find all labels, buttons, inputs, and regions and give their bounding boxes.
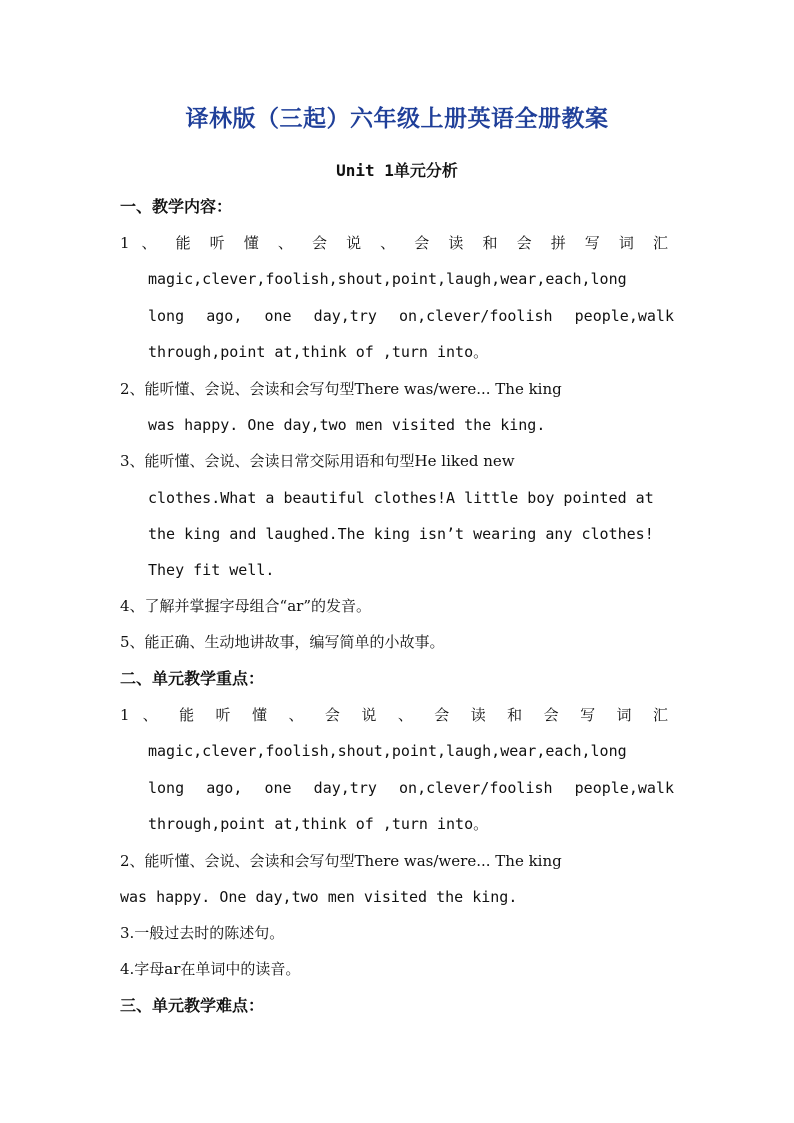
text-line: They fit well. xyxy=(148,561,275,579)
text-line: 3.一般过去时的陈述句。 xyxy=(120,924,285,942)
unit-subtitle: Unit 1单元分析 xyxy=(336,161,458,180)
text-line: was happy. One day,two men visited the king. xyxy=(120,888,518,906)
text-line: 1 、 能 听 懂 、 会 说 、 会 读 和 会 拼 写 词 汇 xyxy=(120,234,668,252)
text-line: the king and laughed.The king isn’t wearing any clothes! xyxy=(148,525,654,543)
text-line: clothes.What a beautiful clothes!A little boy pointed at xyxy=(148,489,654,507)
text-line: 3、能听懂、会说、会读日常交际用语和句型He liked new xyxy=(120,452,515,470)
text-line: through,point at,think of ,turn into。 xyxy=(148,343,489,361)
text-line: magic,clever,foolish,shout,point,laugh,wear,each,long xyxy=(148,270,627,288)
text-line: long ago, one day,try on,clever/foolish people,walk xyxy=(148,779,674,797)
section-heading-difficulties: 三、单元教学难点： xyxy=(120,996,265,1015)
document-title: 译林版（三起）六年级上册英语全册教案 xyxy=(185,106,609,132)
section-heading-key-points: 二、单元教学重点： xyxy=(120,669,265,688)
text-line: was happy. One day,two men visited the king. xyxy=(148,416,546,434)
text-line: magic,clever,foolish,shout,point,laugh,wear,each,long xyxy=(148,742,627,760)
text-line: 5、能正确、生动地讲故事，编写简单的小故事。 xyxy=(120,633,445,651)
text-line: 4.字母ar在单词中的读音。 xyxy=(120,960,301,978)
text-line: 2、能听懂、会说、会读和会写句型There was/were... The king xyxy=(120,380,562,398)
text-line: 2、能听懂、会说、会读和会写句型There was/were... The king xyxy=(120,852,562,870)
text-line: through,point at,think of ,turn into。 xyxy=(148,815,489,833)
text-line: 4、了解并掌握字母组合“ar”的发音。 xyxy=(120,597,371,615)
section-heading-content: 一、教学内容： xyxy=(120,197,233,216)
text-line: 1 、 能 听 懂 、 会 说 、 会 读 和 会 写 词 汇 xyxy=(120,706,668,724)
text-line: long ago, one day,try on,clever/foolish people,walk xyxy=(148,307,674,325)
